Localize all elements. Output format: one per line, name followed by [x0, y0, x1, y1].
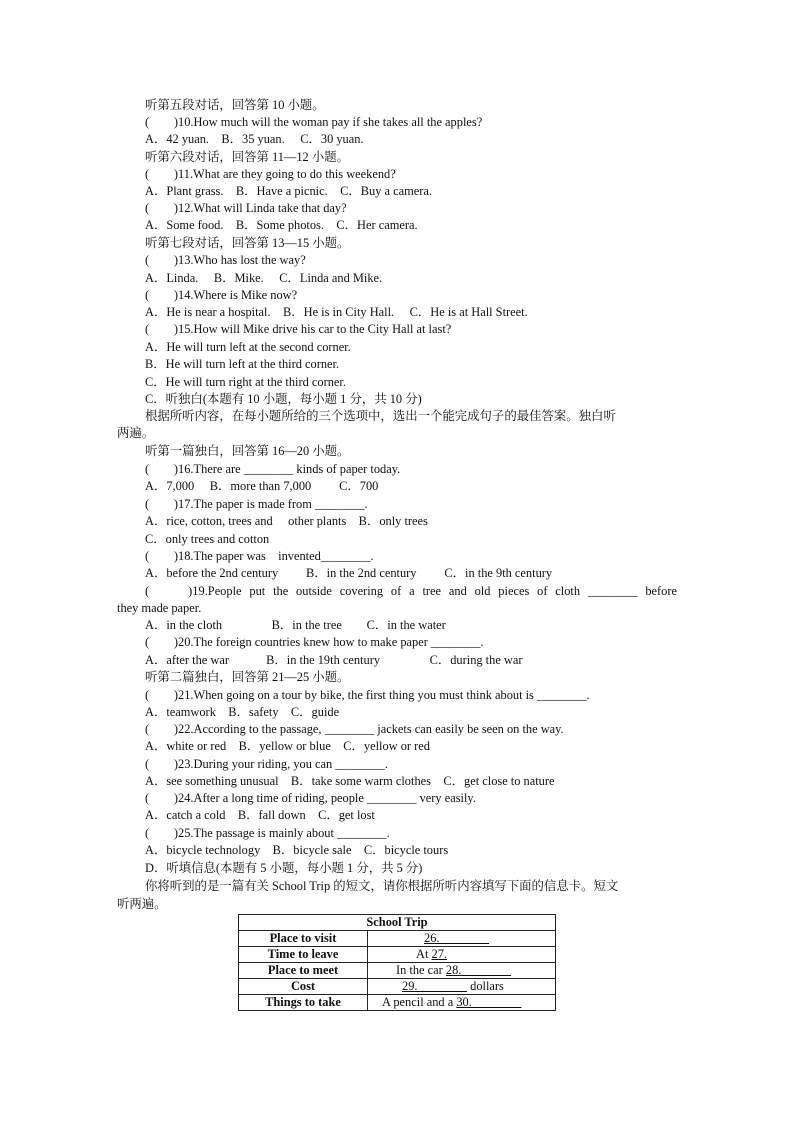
- options-13: A．Linda. B．Mike. C．Linda and Mike.: [145, 271, 383, 285]
- section-c-heading: C．听独白(本题有 10 小题，每小题 1 分，共 10 分): [145, 392, 422, 406]
- instructions-cont: 两遍。: [117, 426, 155, 440]
- question-14: ( )14.Where is Mike now?: [145, 288, 298, 302]
- question-10: ( )10.How much will the woman pay if she takes all the apples?: [145, 115, 483, 129]
- question-17: ( )17.The paper is made from ________.: [145, 497, 368, 511]
- options-25: A．bicycle technology B．bicycle sale C．bicycle tours: [145, 843, 449, 857]
- value-prefix: At: [416, 947, 432, 961]
- options-23: A．see something unusual B．take some warm clothes C．get close to nature: [145, 774, 555, 788]
- options-10: A．42 yuan. B．35 yuan. C．30 yuan.: [145, 132, 364, 146]
- question-19: ( )19.People put the outside covering of a tree and old pieces of cloth ________ before: [145, 584, 677, 598]
- section-heading: 听第一篇独白，回答第 16—20 小题。: [145, 444, 350, 458]
- row-label: Place to meet: [239, 963, 368, 979]
- table-row: [239, 979, 556, 995]
- value-suffix: dollars: [467, 979, 504, 993]
- info-card-title: School Trip: [239, 915, 556, 931]
- row-value[interactable]: [368, 995, 556, 1011]
- options-11: A．Plant grass. B．Have a picnic. C．Buy a camera.: [145, 184, 432, 198]
- answer-blank-26[interactable]: 26.________: [424, 931, 490, 945]
- question-15: ( )15.How will Mike drive his car to the City Hall at last?: [145, 322, 452, 336]
- option-15b: B．He will turn left at the third corner.: [145, 357, 340, 371]
- instructions-d-cont: 听两遍。: [117, 897, 167, 911]
- question-25: ( )25.The passage is mainly about ________.: [145, 826, 390, 840]
- options-16: A．7,000 B．more than 7,000 C．700: [145, 479, 379, 493]
- question-16: ( )16.There are ________ kinds of paper today.: [145, 462, 401, 476]
- option-17c: C．only trees and cotton: [145, 532, 270, 546]
- instructions: 根据所听内容，在每小题所给的三个选项中，选出一个能完成句子的最佳答案。独白听: [145, 409, 616, 423]
- answer-blank-28[interactable]: 28.________: [445, 963, 511, 977]
- options-17: A．rice, cotton, trees and other plants B．only trees: [145, 514, 428, 528]
- question-18: ( )18.The paper was invented________.: [145, 549, 374, 563]
- table-row: [239, 931, 556, 947]
- options-20: A．after the war B．in the 19th century C．during the war: [145, 653, 523, 667]
- options-22: A．white or red B．yellow or blue C．yellow or red: [145, 739, 430, 753]
- table-row: [239, 963, 556, 979]
- options-18: A．before the 2nd century B．in the 2nd century C．in the 9th century: [145, 566, 553, 580]
- school-trip-info-card: [238, 914, 556, 1011]
- question-19-cont: they made paper.: [117, 601, 202, 615]
- question-20: ( )20.The foreign countries knew how to make paper ________.: [145, 635, 484, 649]
- option-15a: A．He will turn left at the second corner.: [145, 340, 351, 354]
- option-15c: C．He will turn right at the third corner.: [145, 375, 346, 389]
- section-d-heading: D．听填信息(本题有 5 小题，每小题 1 分，共 5 分): [145, 861, 423, 875]
- question-13: ( )13.Who has lost the way?: [145, 253, 306, 267]
- question-24: ( )24.After a long time of riding, people ________ very easily.: [145, 791, 476, 805]
- row-label: Cost: [239, 979, 368, 995]
- question-22: ( )22.According to the passage, ________ jackets can easily be seen on the way.: [145, 722, 564, 736]
- table-row: [239, 995, 556, 1011]
- answer-blank-27[interactable]: 27.: [431, 947, 447, 961]
- options-21: A．teamwork B．safety C．guide: [145, 705, 340, 719]
- question-21: ( )21.When going on a tour by bike, the first thing you must think about is ________.: [145, 688, 590, 702]
- value-prefix: A pencil and a: [382, 995, 457, 1009]
- question-12: ( )12.What will Linda take that day?: [145, 201, 347, 215]
- instructions-d: 你将听到的是一篇有关 School Trip 的短文，请你根据所听内容填写下面的信息卡。短文: [145, 879, 619, 893]
- question-23: ( )23.During your riding, you can ________.: [145, 757, 388, 771]
- table-row: [239, 947, 556, 963]
- section-heading: 听第五段对话，回答第 10 小题。: [145, 98, 325, 112]
- section-heading: 听第二篇独白，回答第 21—25 小题。: [145, 670, 350, 684]
- options-12: A．Some food. B．Some photos. C．Her camera.: [145, 218, 418, 232]
- row-label: Place to visit: [239, 931, 368, 947]
- question-11: ( )11.What are they going to do this weekend?: [145, 167, 396, 181]
- row-value[interactable]: [368, 931, 556, 947]
- row-value[interactable]: [368, 979, 556, 995]
- options-19: A．in the cloth B．in the tree C．in the water: [145, 618, 446, 632]
- answer-blank-30[interactable]: 30.________: [456, 995, 522, 1009]
- answer-blank-29[interactable]: 29.________: [402, 979, 468, 993]
- row-label: Time to leave: [239, 947, 368, 963]
- options-24: A．catch a cold B．fall down C．get lost: [145, 808, 375, 822]
- row-label: Things to take: [239, 995, 368, 1011]
- row-value[interactable]: [368, 947, 556, 963]
- value-prefix: In the car: [396, 963, 446, 977]
- options-14: A．He is near a hospital. B．He is in City Hall. C．He is at Hall Street.: [145, 305, 528, 319]
- section-heading: 听第六段对话，回答第 11—12 小题。: [145, 150, 349, 164]
- section-heading: 听第七段对话，回答第 13—15 小题。: [145, 236, 350, 250]
- row-value[interactable]: [368, 963, 556, 979]
